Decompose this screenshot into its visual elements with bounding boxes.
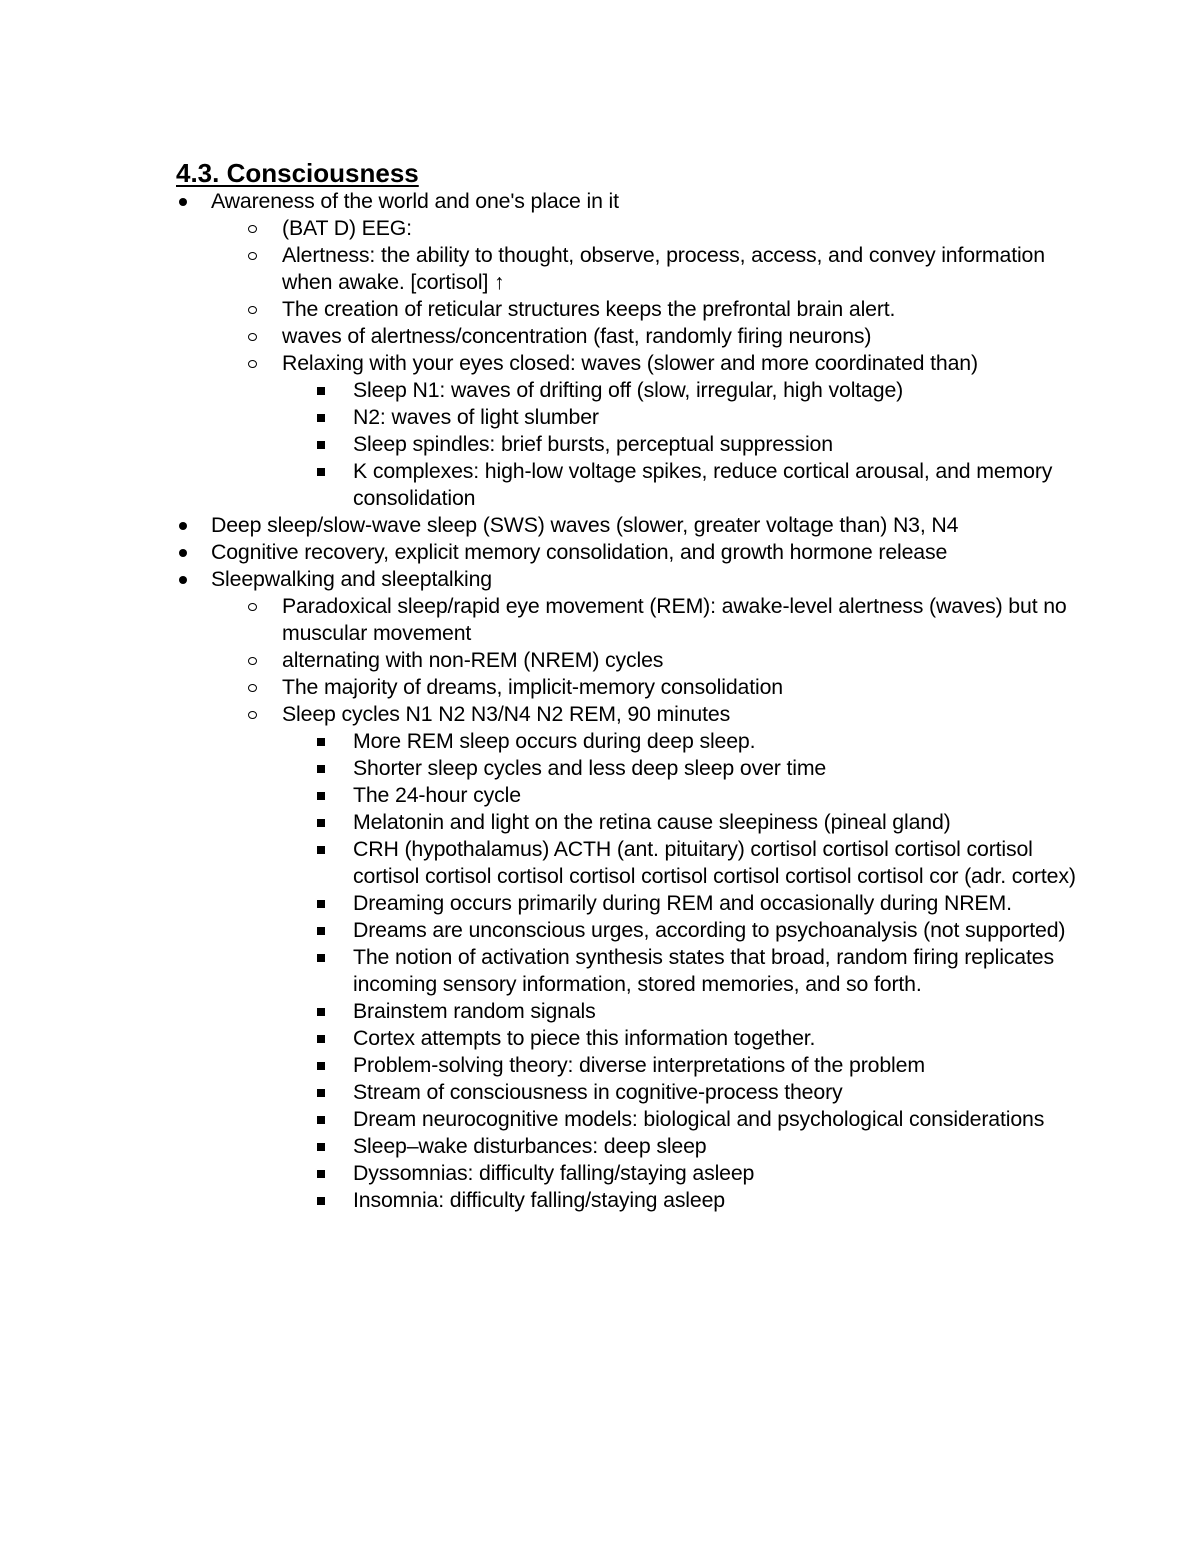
list-item-text: Shorter sleep cycles and less deep sleep over time <box>353 756 827 780</box>
list-item-text: Brainstem random signals <box>353 999 596 1023</box>
list-item <box>176 728 1076 755</box>
list-item-text: The notion of activation synthesis states that broad, random firing replicates incoming sensory information, stored memories, and so forth. <box>353 945 1054 996</box>
list-item <box>176 188 1076 215</box>
bullet-circle-icon <box>248 242 257 269</box>
bullet-square-icon <box>317 1133 325 1160</box>
list-item <box>176 539 1076 566</box>
list-item <box>176 674 1076 701</box>
list-item <box>176 998 1076 1025</box>
bullet-square-icon <box>317 1025 325 1052</box>
list-item <box>176 323 1076 350</box>
bullet-square-icon <box>317 728 325 755</box>
list-item-text: Awareness of the world and one's place in it <box>211 189 619 213</box>
bullet-circle-icon <box>248 296 257 323</box>
list-item-text: Dream neurocognitive models: biological and psychological considerations <box>353 1107 1045 1131</box>
list-item-text: waves of alertness/concentration (fast, randomly firing neurons) <box>282 324 872 348</box>
bullet-list <box>176 188 1076 1214</box>
bullet-square-icon <box>317 944 325 971</box>
bullet-square-icon <box>317 1052 325 1079</box>
list-item-text: Deep sleep/slow-wave sleep (SWS) waves (slower, greater voltage than) N3, N4 <box>211 513 959 537</box>
list-item-text: Sleep spindles: brief bursts, perceptual suppression <box>353 432 833 456</box>
list-item-text: Dyssomnias: difficulty falling/staying asleep <box>353 1161 755 1185</box>
bullet-square-icon <box>317 1106 325 1133</box>
list-item-text: Stream of consciousness in cognitive-process theory <box>353 1080 843 1104</box>
list-item <box>176 1133 1076 1160</box>
list-item <box>176 350 1076 377</box>
list-item <box>176 755 1076 782</box>
list-item-text: Cortex attempts to piece this information together. <box>353 1026 816 1050</box>
list-item-text: alternating with non-REM (NREM) cycles <box>282 648 664 672</box>
list-item-text: K complexes: high-low voltage spikes, reduce cortical arousal, and memory consolidation <box>353 459 1053 510</box>
bullet-circle-icon <box>248 350 257 377</box>
list-item <box>176 1052 1076 1079</box>
bullet-circle-icon <box>248 674 257 701</box>
list-item-text: Problem-solving theory: diverse interpretations of the problem <box>353 1053 925 1077</box>
list-item-text: The majority of dreams, implicit-memory consolidation <box>282 675 783 699</box>
list-item <box>176 809 1076 836</box>
bullet-square-icon <box>317 782 325 809</box>
bullet-circle-icon <box>248 215 257 242</box>
document-page <box>176 156 1076 1214</box>
bullet-square-icon <box>317 998 325 1025</box>
list-item-text: Sleep cycles N1 N2 N3/N4 N2 REM, 90 minutes <box>282 702 731 726</box>
list-item-text: Dreams are unconscious urges, according to psychoanalysis (not supported) <box>353 918 1066 942</box>
bullet-square-icon <box>317 458 325 485</box>
list-item <box>176 512 1076 539</box>
list-item <box>176 566 1076 593</box>
bullet-circle-icon <box>248 593 257 620</box>
bullet-square-icon <box>317 917 325 944</box>
list-item-text: The 24-hour cycle <box>353 783 521 807</box>
list-item <box>176 431 1076 458</box>
list-item-text: Sleepwalking and sleeptalking <box>211 567 492 591</box>
list-item <box>176 1160 1076 1187</box>
list-item-text: Alertness: the ability to thought, observe, process, access, and convey information when awake. [cortisol] ↑ <box>282 243 1045 294</box>
list-item-text: Melatonin and light on the retina cause sleepiness (pineal gland) <box>353 810 951 834</box>
list-item <box>176 215 1076 242</box>
bullet-square-icon <box>317 1187 325 1214</box>
list-item-text: Sleep N1: waves of drifting off (slow, irregular, high voltage) <box>353 378 904 402</box>
bullet-dot-icon <box>179 188 187 215</box>
list-item <box>176 593 1076 647</box>
list-item <box>176 782 1076 809</box>
list-item <box>176 701 1076 728</box>
bullet-circle-icon <box>248 647 257 674</box>
list-item <box>176 404 1076 431</box>
list-item-text: N2: waves of light slumber <box>353 405 599 429</box>
list-item <box>176 944 1076 998</box>
page-title: 4.3. Consciousness <box>176 158 419 188</box>
list-item <box>176 836 1076 890</box>
list-item <box>176 458 1076 512</box>
bullet-square-icon <box>317 404 325 431</box>
bullet-dot-icon <box>179 539 187 566</box>
bullet-square-icon <box>317 890 325 917</box>
list-item <box>176 377 1076 404</box>
list-item-text: (BAT D) EEG: <box>282 216 412 240</box>
list-item <box>176 890 1076 917</box>
bullet-circle-icon <box>248 323 257 350</box>
bullet-square-icon <box>317 1160 325 1187</box>
bullet-circle-icon <box>248 701 257 728</box>
list-item <box>176 1079 1076 1106</box>
bullet-square-icon <box>317 1079 325 1106</box>
list-item-text: Paradoxical sleep/rapid eye movement (REM): awake-level alertness (waves) but no muscular movement <box>282 594 1067 645</box>
list-item-text: Relaxing with your eyes closed: waves (slower and more coordinated than) <box>282 351 978 375</box>
list-item-text: Cognitive recovery, explicit memory consolidation, and growth hormone release <box>211 540 948 564</box>
list-item <box>176 242 1076 296</box>
bullet-dot-icon <box>179 512 187 539</box>
bullet-dot-icon <box>179 566 187 593</box>
list-item <box>176 1025 1076 1052</box>
list-item-text: More REM sleep occurs during deep sleep. <box>353 729 756 753</box>
list-item-text: Insomnia: difficulty falling/staying asleep <box>353 1188 725 1212</box>
list-item-text: Dreaming occurs primarily during REM and occasionally during NREM. <box>353 891 1012 915</box>
bullet-square-icon <box>317 377 325 404</box>
bullet-square-icon <box>317 431 325 458</box>
list-item <box>176 917 1076 944</box>
list-item <box>176 1106 1076 1133</box>
list-item <box>176 296 1076 323</box>
list-item <box>176 1187 1076 1214</box>
list-item-text: The creation of reticular structures keeps the prefrontal brain alert. <box>282 297 896 321</box>
bullet-square-icon <box>317 836 325 863</box>
bullet-square-icon <box>317 809 325 836</box>
list-item-text: Sleep–wake disturbances: deep sleep <box>353 1134 707 1158</box>
list-item <box>176 647 1076 674</box>
list-item-text: CRH (hypothalamus) ACTH (ant. pituitary) cortisol cortisol cortisol cortisol cortisol cortisol cortisol cortisol cortisol cortisol cortisol cortisol cor (adr. cortex) <box>353 837 1076 888</box>
bullet-square-icon <box>317 755 325 782</box>
